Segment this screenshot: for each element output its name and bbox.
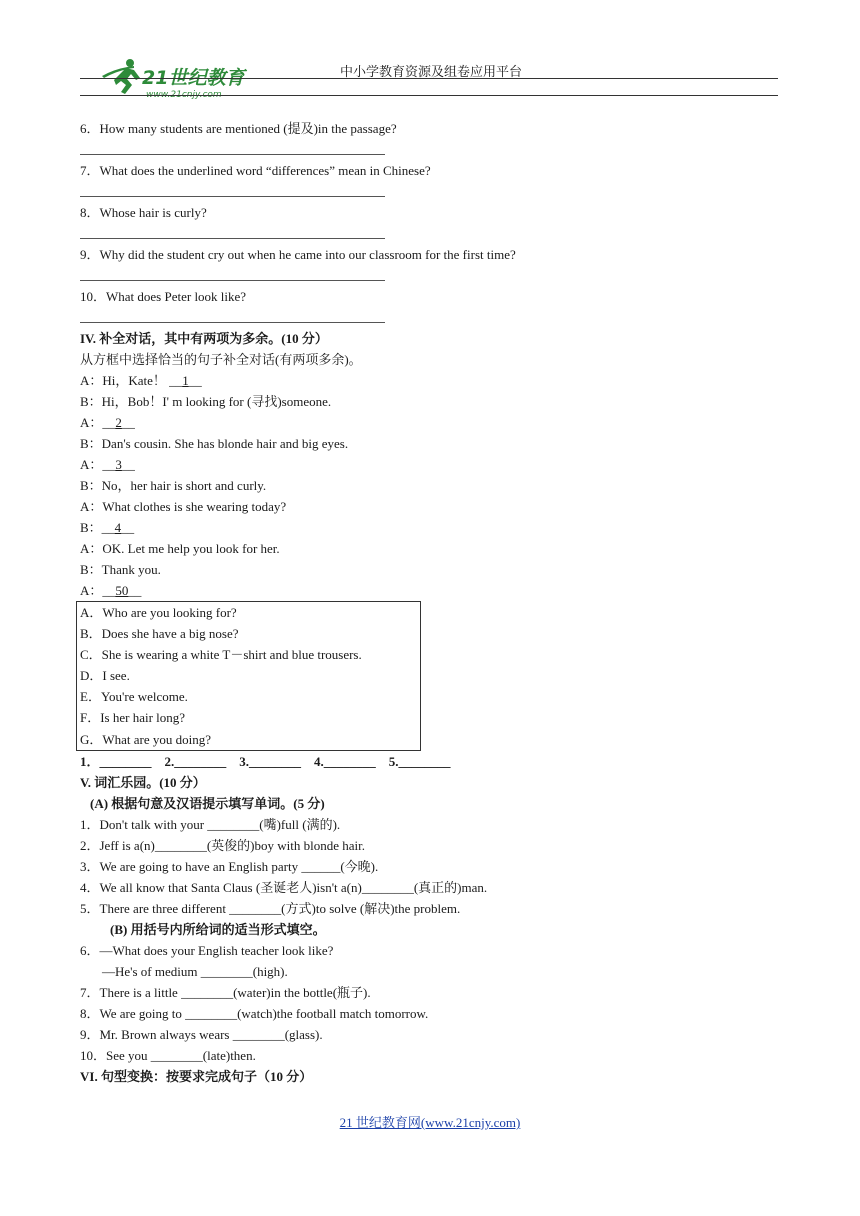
question-6: 6．How many students are mentioned (提及)in the passage? — [80, 121, 397, 136]
blank-number: 3 — [115, 457, 122, 472]
answer-line-6 — [80, 139, 780, 160]
dialogue-line: B：Hi，Bob！I' m looking for (寻找)someone. — [80, 394, 332, 409]
form-item: 9．Mr. Brown always wears ________(glass). — [80, 1026, 323, 1042]
logo-21cnjy — [94, 54, 264, 100]
question-8: 8．Whose hair is curly? — [80, 205, 207, 220]
options-box — [76, 601, 421, 751]
dialogue-line: B：__4__ — [80, 520, 135, 535]
answer-row: 1．________ 2.________ 3.________ 4.________ 5.________ — [80, 753, 451, 769]
dialogue-line: A：What clothes is she wearing today? — [80, 499, 287, 514]
form-item: 10．See you ________(late)then. — [80, 1047, 256, 1063]
page-content — [80, 118, 780, 1087]
question-9: 9．Why did the student cry out when he came into our classroom for the first time? — [80, 247, 516, 262]
dialogue-line: B：Thank you. — [80, 562, 161, 577]
vocab-item: 4．We all know that Santa Claus (圣诞老人)isn't a(n)________(真正的)man. — [80, 879, 488, 895]
header-divider-top — [80, 78, 778, 79]
answer-line-9 — [80, 265, 780, 286]
section-5a-title: (A) 根据句意及汉语提示填写单词。(5 分) — [90, 795, 325, 811]
blank-number: 1 — [182, 373, 189, 388]
option-e: E．You're welcome. — [80, 689, 188, 705]
dialogue-line: A：Hi，Kate！ __1__ — [80, 373, 202, 388]
dialogue-line: B：Dan's cousin. She has blonde hair and big eyes. — [80, 436, 349, 451]
question-10: 10．What does Peter look like? — [80, 289, 247, 304]
option-a: A．Who are you looking for? — [80, 605, 237, 620]
question-7: 7．What does the underlined word “differences” mean in Chinese? — [80, 163, 431, 178]
section-4-instruction: 从方框中选择恰当的句子补全对话(有两项多余)。 — [80, 352, 362, 367]
option-b: B．Does she have a big nose? — [80, 626, 239, 642]
vocab-item: 3．We are going to have an English party ______(今晚). — [80, 858, 379, 874]
page-footer — [0, 1112, 860, 1131]
option-d: D．I see. — [80, 668, 130, 684]
dialogue-line: A：__3__ — [80, 457, 135, 472]
dialogue-line: A：__50__ — [80, 583, 142, 598]
option-c: C．She is wearing a white T－shirt and blue trousers. — [80, 647, 362, 663]
form-item: 6．—What does your English teacher look like? — [80, 942, 334, 958]
footer-link[interactable]: 21 世纪教育网(www.21cnjy.com) — [339, 1115, 521, 1130]
section-6-title: VI. 句型变换：按要求完成句子（10 分） — [80, 1068, 313, 1084]
header-divider-bottom — [80, 95, 778, 96]
blank-number: 50 — [115, 583, 129, 598]
form-item: 8．We are going to ________(watch)the football match tomorrow. — [80, 1005, 429, 1021]
vocab-item: 1．Don't talk with your ________(嘴)full (满的). — [80, 816, 341, 832]
dialogue-line: A：OK. Let me help you look for her. — [80, 541, 280, 556]
answer-line-7 — [80, 181, 780, 202]
vocab-item: 5．There are three different ________(方式)to solve (解决)the problem. — [80, 900, 461, 916]
option-g: G．What are you doing? — [80, 731, 212, 747]
logo-url: www.21cnjy.com — [146, 90, 222, 100]
option-f: F．Is her hair long? — [80, 710, 186, 726]
blank-number: 2 — [115, 415, 122, 430]
form-item: —He's of medium ________(high). — [102, 963, 288, 979]
answer-line-8 — [80, 223, 780, 244]
answer-line-10 — [80, 307, 780, 328]
vocab-item: 2．Jeff is a(n)________(英俊的)boy with blonde hair. — [80, 837, 365, 853]
page-header — [80, 52, 778, 98]
logo-text: 21世纪教育 — [142, 67, 245, 89]
dialogue-line: B：No，her hair is short and curly. — [80, 478, 267, 493]
blank-number: 4 — [114, 520, 122, 535]
dialogue-line: A：__2__ — [80, 415, 135, 430]
section-5b-title: (B) 用括号内所给词的适当形式填空。 — [110, 921, 326, 937]
section-4-title: IV. 补全对话，其中有两项为多余。(10 分） — [80, 331, 328, 346]
form-item: 7．There is a little ________(water)in the bottle(瓶子). — [80, 984, 371, 1000]
header-title: 中小学教育资源及组卷应用平台 — [340, 64, 523, 79]
section-5-title: V. 词汇乐园。(10 分） — [80, 774, 206, 790]
